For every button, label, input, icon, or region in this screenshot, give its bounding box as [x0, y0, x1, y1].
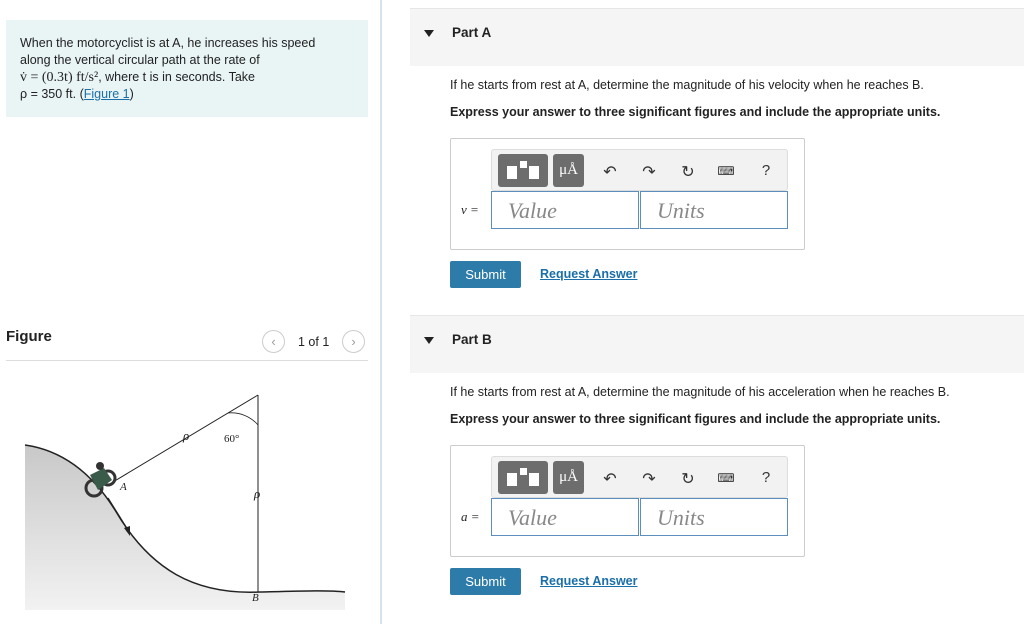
track-shading [25, 445, 345, 610]
problem-statement [6, 20, 368, 117]
prev-figure-button[interactable] [262, 330, 285, 353]
template-icon [498, 461, 548, 494]
part-a-answer-box [450, 138, 805, 250]
part-b-submit-button[interactable]: Submit [450, 568, 521, 595]
redo-icon[interactable]: ↷ [642, 164, 656, 181]
part-b-title: Part B [452, 332, 492, 347]
reset-icon[interactable]: ↻ [681, 164, 695, 181]
pane-divider[interactable] [380, 0, 382, 624]
help-icon[interactable]: ? [761, 469, 771, 486]
template-button[interactable] [498, 461, 548, 494]
template-button[interactable] [498, 154, 548, 187]
problem-line-3 [20, 69, 354, 86]
part-b-instruction: Express your answer to three significant figures and include the appropriate units. [450, 412, 941, 426]
angle-label: 60° [224, 433, 240, 445]
acceleration-value-input[interactable]: Value [491, 498, 639, 536]
velocity-value-input[interactable]: Value [491, 191, 639, 229]
undo-icon[interactable]: ↶ [603, 471, 617, 488]
collapse-arrow-icon[interactable] [424, 337, 434, 344]
angle-arc [228, 413, 258, 425]
keyboard-icon[interactable]: ⌨ [717, 164, 735, 178]
units-symbol-button[interactable]: μÅ [553, 461, 584, 494]
rho-text: ρ = 350 ft. ( [20, 87, 84, 101]
part-b-request-answer-link[interactable]: Request Answer [540, 574, 638, 588]
motorcycle-figure [20, 380, 350, 610]
problem-line-4 [20, 86, 354, 103]
rho-label-1: ρ [183, 428, 190, 443]
rho-label-2: ρ [254, 486, 261, 501]
part-b-question: If he starts from rest at A, determine the magnitude of his acceleration when he reaches B. [450, 385, 950, 399]
help-icon[interactable]: ? [761, 162, 771, 179]
chevron-left-icon: ‹ [271, 334, 276, 349]
undo-icon[interactable]: ↶ [603, 164, 617, 181]
a-label: a = [461, 509, 480, 524]
template-icon [498, 154, 548, 187]
figure-link[interactable]: Figure 1 [83, 87, 130, 101]
reset-icon[interactable]: ↻ [681, 471, 695, 488]
part-a-instruction: Express your answer to three significant figures and include the appropriate units. [450, 105, 941, 119]
math-toolbar [491, 149, 788, 191]
problem-line-1: When the motorcyclist is at A, he increases his speed [20, 36, 316, 50]
figure-title: Figure [6, 328, 52, 345]
point-b-label: B [252, 592, 259, 604]
close-paren: ) [129, 87, 134, 101]
point-a-label: A [120, 481, 127, 493]
velocity-units-input[interactable]: Units [640, 191, 788, 229]
units-symbol-button[interactable]: μÅ [553, 154, 584, 187]
figure-pager-text: 1 of 1 [298, 335, 330, 349]
rate-suffix: , where t is in seconds. Take [98, 70, 255, 84]
part-a-question: If he starts from rest at A, determine the magnitude of his velocity when he reaches B. [450, 78, 924, 92]
part-b-header[interactable] [410, 315, 1024, 373]
redo-icon[interactable]: ↷ [642, 471, 656, 488]
collapse-arrow-icon[interactable] [424, 30, 434, 37]
acceleration-units-input[interactable]: Units [640, 498, 788, 536]
math-toolbar [491, 456, 788, 498]
part-a-title: Part A [452, 25, 492, 40]
chevron-right-icon: › [351, 334, 356, 349]
part-a-submit-button[interactable]: Submit [450, 261, 521, 288]
problem-line-2: along the vertical circular path at the rate of [20, 53, 260, 67]
left-pane [0, 0, 382, 624]
part-b-answer-box [450, 445, 805, 557]
keyboard-icon[interactable]: ⌨ [717, 471, 735, 485]
v-label: v = [461, 202, 479, 217]
part-a-header[interactable] [410, 8, 1024, 66]
next-figure-button[interactable] [342, 330, 365, 353]
rate-formula: v̇ = (0.3t) ft/s² [20, 70, 99, 85]
figure-header [6, 325, 368, 361]
part-a-request-answer-link[interactable]: Request Answer [540, 267, 638, 281]
